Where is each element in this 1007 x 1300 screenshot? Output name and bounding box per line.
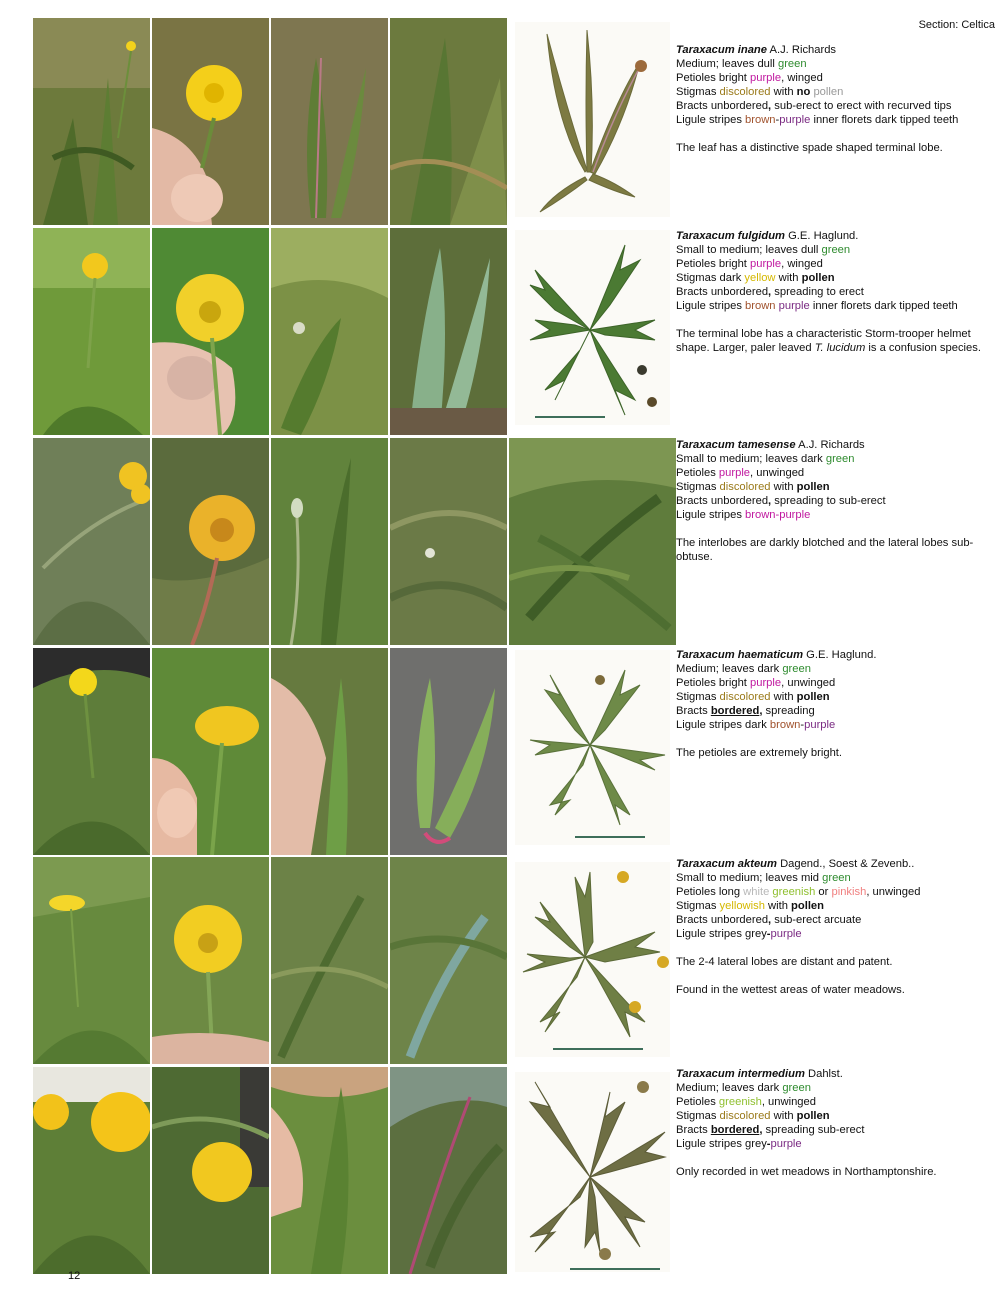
photo-intermedium-1 [33,1067,150,1274]
petioles-line: Petioles greenish, unwinged [676,1096,816,1108]
leaves-line: Small to medium; leaves dull green [676,244,851,256]
species-description-inane [676,43,996,155]
photo-inane-4 [390,18,507,225]
ligule-line: Ligule stripes brown-purple inner florets dark tipped teeth [676,114,959,126]
ligule-line: Ligule stripes dark brown-purple [676,719,836,731]
photo-haematicum-1 [33,648,150,855]
ligule-line: Ligule stripes grey-purple [676,1138,802,1150]
species-note: The terminal lobe has a characteristic Storm-trooper helmet shape. Larger, paler leaved T. lucidum is a confusion species. [676,328,981,354]
photo-inane-3 [271,18,388,225]
bracts-line: Bracts unbordered, sub-erect to erect with recurved tips [676,100,952,112]
photo-haematicum-2 [152,648,269,855]
section-label: Section: Celtica [918,19,995,31]
photo-tamesense-1 [33,438,150,645]
petioles-line: Petioles bright purple, unwinged [676,677,836,689]
photo-inane-2 [152,18,269,225]
stigmas-line: Stigmas yellowish with pollen [676,900,824,912]
species-heading: Taraxacum haematicum G.E. Haglund. [676,649,877,661]
photo-akteum-4 [390,857,507,1064]
species-heading: Taraxacum tamesense A.J. Richards [676,439,865,451]
photo-fulgidum-3 [271,228,388,435]
petioles-line: Petioles long white greenish or pinkish, unwinged [676,886,921,898]
species-description-fulgidum [676,229,996,355]
photo-akteum-2 [152,857,269,1064]
petioles-line: Petioles bright purple, winged [676,72,823,84]
species-heading: Taraxacum intermedium Dahlst. [676,1068,843,1080]
stigmas-line: Stigmas dark yellow with pollen [676,272,835,284]
ligule-line: Ligule stripes brown purple inner florets dark tipped teeth [676,300,958,312]
bracts-line: Bracts bordered, spreading sub-erect [676,1124,865,1136]
photo-intermedium-3 [271,1067,388,1274]
page-number: 12 [68,1270,81,1282]
leaves-line: Medium; leaves dark green [676,1082,811,1094]
photo-akteum-3 [271,857,388,1064]
species-heading: Taraxacum fulgidum G.E. Haglund. [676,230,859,242]
species-note: Only recorded in wet meadows in Northamptonshire. [676,1166,937,1178]
photo-intermedium-4 [390,1067,507,1274]
ligule-line: Ligule stripes brown-purple [676,509,811,521]
leaves-line: Medium; leaves dull green [676,58,807,70]
leaves-line: Medium; leaves dark green [676,663,811,675]
species-note: The leaf has a distinctive spade shaped terminal lobe. [676,142,943,154]
bracts-line: Bracts bordered, spreading [676,705,815,717]
ligule-line: Ligule stripes grey-purple [676,928,802,940]
leaves-line: Small to medium; leaves mid green [676,872,851,884]
species-note: The interlobes are darkly blotched and the lateral lobes sub-obtuse. [676,537,974,563]
stigmas-line: Stigmas discolored with pollen [676,1110,830,1122]
leaves-line: Small to medium; leaves dark green [676,453,855,465]
species-description-intermedium [676,1067,996,1179]
photo-haematicum-3 [271,648,388,855]
bracts-line: Bracts unbordered, spreading to sub-erect [676,495,886,507]
petioles-line: Petioles purple, unwinged [676,467,805,479]
herbarium-specimen-inane [515,22,670,217]
photo-haematicum-4 [390,648,507,855]
stigmas-line: Stigmas discolored with pollen [676,481,830,493]
herbarium-specimen-haematicum [515,650,670,845]
bracts-line: Bracts unbordered, spreading to erect [676,286,864,298]
photo-tamesense-4 [390,438,507,645]
herbarium-specimen-akteum [515,862,670,1057]
species-note: The petioles are extremely bright. [676,747,843,759]
photo-tamesense-3 [271,438,388,645]
photo-fulgidum-1 [33,228,150,435]
species-note-2: Found in the wettest areas of water meadows. [676,984,905,996]
photo-tamesense-2 [152,438,269,645]
bracts-line: Bracts unbordered, sub-erect arcuate [676,914,862,926]
stigmas-line: Stigmas discolored with no pollen [676,86,844,98]
photo-fulgidum-2 [152,228,269,435]
species-heading: Taraxacum akteum Dagend., Soest & Zevenb.. [676,858,915,870]
stigmas-line: Stigmas discolored with pollen [676,691,830,703]
photo-fulgidum-4 [390,228,507,435]
photo-akteum-1 [33,857,150,1064]
species-description-akteum [676,857,996,997]
species-description-haematicum [676,648,996,760]
photo-intermedium-2 [152,1067,269,1274]
herbarium-specimen-fulgidum [515,230,670,425]
herbarium-specimen-intermedium [515,1072,670,1272]
petioles-line: Petioles bright purple, winged [676,258,823,270]
photo-tamesense-5 [509,438,676,645]
species-description-tamesense [676,438,996,564]
species-note: The 2-4 lateral lobes are distant and patent. [676,956,893,968]
species-heading: Taraxacum inane A.J. Richards [676,44,837,56]
photo-inane-1 [33,18,150,225]
